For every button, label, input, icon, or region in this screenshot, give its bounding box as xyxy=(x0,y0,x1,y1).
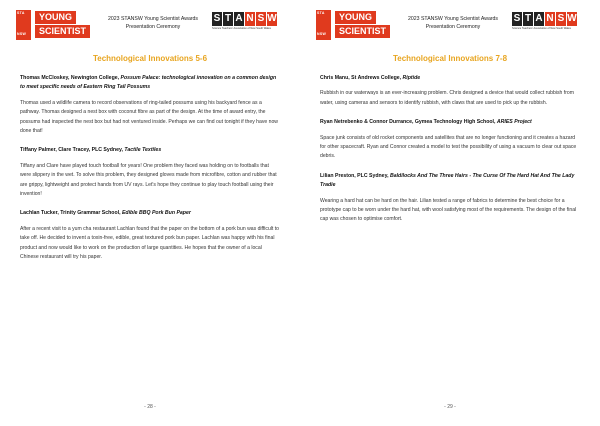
entry-description: After a recent visit to a yum cha restaurant Lachlan found that the paper on the bottom of a pork bun was difficult to take off. He decided to invent a toxin-free, edible, great textured pork bun paper. Lachlan was happy with his final product and now would like to work on the production of large quantities. He hopes that the owner of a local Chinese restaurant will try his paper. xyxy=(20,225,279,261)
entry-heading xyxy=(20,146,280,155)
ceremony-title-line2: Presentation Ceremony xyxy=(125,24,181,30)
entry-authors: Tiffany Palmer, Clare Tracey, PLC Sydney, xyxy=(20,147,123,154)
entry xyxy=(320,74,580,108)
entry xyxy=(320,118,580,162)
entry-project-title: Riptide xyxy=(402,75,421,81)
entry-description: Tiffany and Clare have played touch football for years! One problem they faced was holding on to footballs that were slippery in the wet. To solve this problem, they designed gloves made from microfibre, cotton and rubber that are grippy, lightweight and protect hands from UV rays. Let's hope they continue to play touch football using their invention! xyxy=(20,162,277,198)
entry xyxy=(20,146,280,199)
stansw-logo xyxy=(512,12,582,38)
stansw-letter: S xyxy=(213,13,221,24)
page-title: Technological Innovations 7-8 xyxy=(392,54,508,63)
entry-description: Space junk consists of old rocket components and satellites that are no longer functioning and it creates a hazard for other spacecraft. Ryan and Connor created a model to test the possibility of using a vacuum to clear out space debris. xyxy=(320,134,577,160)
stansw-letter: S xyxy=(257,13,265,24)
stansw-letter: W xyxy=(267,13,277,24)
entries-list xyxy=(320,74,580,235)
entries-list xyxy=(20,74,280,273)
stansw-letter: N xyxy=(546,13,554,24)
entry-authors: Lilian Preston, PLC Sydney, xyxy=(320,172,389,179)
entry-authors: Lachlan Tucker, Trinity Grammar School, xyxy=(20,210,121,217)
stansw-letter: A xyxy=(235,13,243,24)
young-scientist-logo xyxy=(316,10,396,40)
entry-description: Rubbish in our waterways is an ever-increasing problem. Chris designed a device that would collect rubbish from water, using cameras and sensors to identify rubbish, with claws that are used to pick up the rubbish. xyxy=(320,90,574,106)
entry-project-title: ARIES Project xyxy=(496,119,532,126)
entry-authors: Ryan Netrebenko & Connor Durrance, Gymea Technology High School, xyxy=(320,119,496,126)
logo-nsw-text: NSW xyxy=(317,32,327,36)
page-header xyxy=(300,10,600,40)
entry-project-title: Tactile Textiles xyxy=(124,147,162,154)
entry-description: Wearing a hard hat can be hard on the hair. Lilian tested a range of fabrics to determine the best choice for a prototype cap to be worn under the hard hat, with wool satisfying most of the requirements. The design of the final cap was chosen to optimise comfort. xyxy=(320,197,577,223)
ceremony-title-line2: Presentation Ceremony xyxy=(425,24,481,30)
entry xyxy=(20,74,280,136)
entry-project-title: Edible BBQ Pork Bun Paper xyxy=(121,210,191,217)
young-scientist-logo xyxy=(16,10,96,40)
stansw-letter: T xyxy=(224,13,232,24)
page-number: - 29 - xyxy=(444,404,456,410)
stansw-letter: S xyxy=(513,13,521,24)
stansw-letter: S xyxy=(557,13,565,24)
page-number: - 28 - xyxy=(144,404,156,410)
ceremony-title xyxy=(98,15,208,31)
logo-nsw-text: NSW xyxy=(17,32,27,36)
page-header xyxy=(0,10,300,40)
stansw-letter: W xyxy=(567,13,577,24)
entry-authors: Chris Manu, St Andrews College, xyxy=(320,75,402,81)
entry-authors: Thomas McCloskey, Newington College, xyxy=(20,75,120,81)
stansw-tagline: Science Teachers' Association of New South Wales xyxy=(512,27,571,30)
stansw-tagline: Science Teachers' Association of New South Wales xyxy=(212,27,271,30)
stansw-letter: N xyxy=(246,13,254,24)
entry-project-title: Baldilocks And The Three Hairs - The Curse Of The Hard Hat And The Lady Tradie xyxy=(320,172,575,189)
ceremony-title-line1: 2023 STANSW Young Scientist Awards xyxy=(407,16,499,22)
page-29 xyxy=(300,0,600,426)
stansw-letter: A xyxy=(535,13,543,24)
entry-heading xyxy=(20,74,280,93)
logo-scientist-text: SCIENTIST xyxy=(35,25,90,38)
logo-young-text: YOUNG xyxy=(35,11,76,24)
page-title: Technological Innovations 5-6 xyxy=(92,54,208,63)
entry-description: Thomas used a wildlife camera to record observations of ring-tailed possums using his backyard fence as a pathway. Thomas designed a nest box with coconut fibre as part of the design. At the time of award entry, the possums had inspected the nest box but had not ventured inside. Perhaps we can find out tonight if they have now done that! xyxy=(20,99,278,135)
ceremony-title-line1: 2023 STANSW Young Scientist Awards xyxy=(107,16,199,22)
logo-young-text: YOUNG xyxy=(335,11,376,24)
logo-sta-text: STA xyxy=(17,11,25,15)
entry-heading xyxy=(320,172,580,191)
entry-project-title: Possum Palace: technological innovation on a common design to meet specific needs of Eastern Ring Tail Possums xyxy=(20,75,277,91)
entry xyxy=(20,209,280,262)
entry-heading xyxy=(320,118,580,127)
entry-heading xyxy=(20,209,280,218)
entry xyxy=(320,172,580,225)
logo-sta-text: STA xyxy=(317,11,325,15)
logo-scientist-text: SCIENTIST xyxy=(335,25,390,38)
entry-heading xyxy=(320,74,580,83)
stansw-logo xyxy=(212,12,282,38)
stansw-letter: T xyxy=(524,13,532,24)
ceremony-title xyxy=(398,15,508,31)
